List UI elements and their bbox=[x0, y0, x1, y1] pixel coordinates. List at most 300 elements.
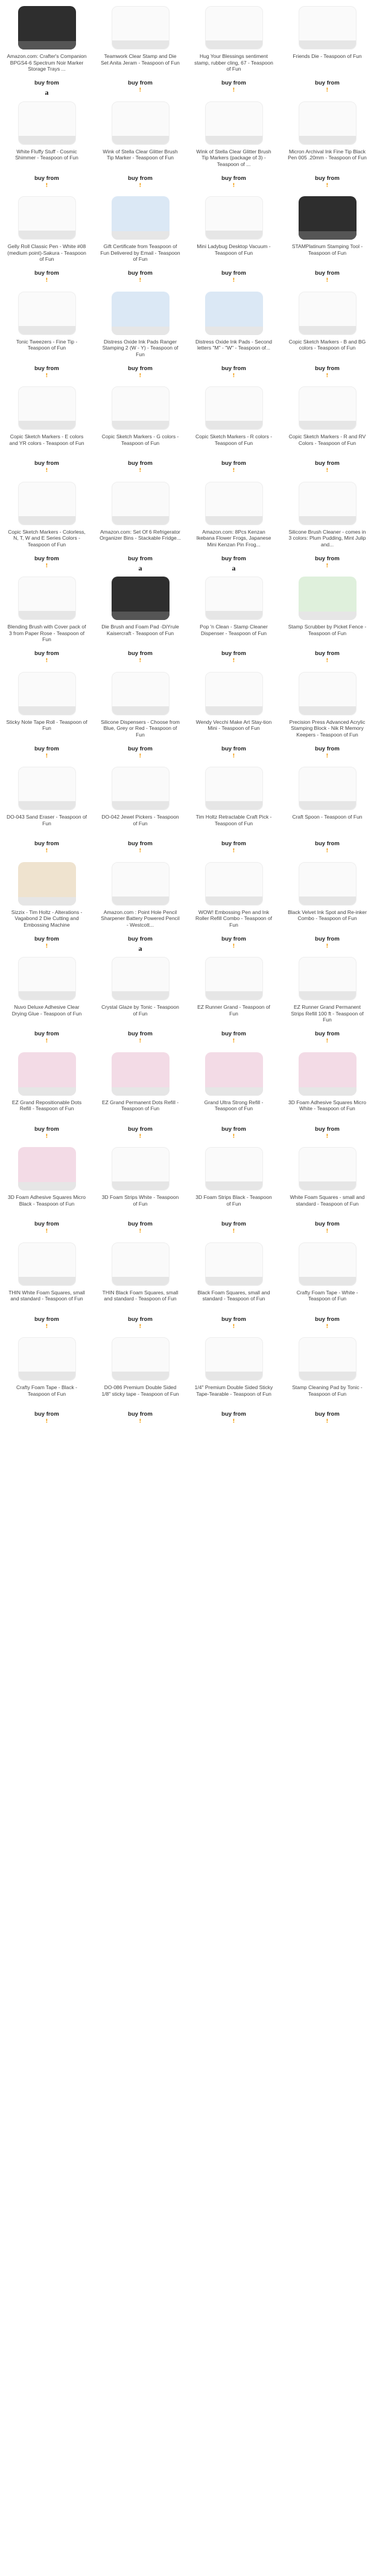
product-card[interactable] bbox=[280, 384, 374, 479]
teaspoon-of-fun-logo-icon[interactable]: ꜝ bbox=[45, 753, 48, 762]
buy-from-label[interactable]: buy from bbox=[221, 270, 246, 276]
product-image[interactable] bbox=[112, 862, 170, 906]
buy-from-label[interactable]: buy from bbox=[221, 840, 246, 847]
teaspoon-of-fun-logo-icon[interactable]: ꜝ bbox=[45, 563, 48, 572]
teaspoon-of-fun-logo-icon[interactable]: ꜝ bbox=[326, 1324, 329, 1333]
buy-from-label[interactable]: buy from bbox=[221, 1411, 246, 1417]
product-card[interactable] bbox=[0, 1335, 94, 1430]
product-image[interactable] bbox=[18, 292, 76, 335]
product-title[interactable]: EZ Grand Permanent Dots Refill - Teaspoon of Fun bbox=[101, 1099, 179, 1111]
buy-from-label[interactable]: buy from bbox=[34, 840, 59, 847]
product-image[interactable] bbox=[299, 6, 357, 50]
product-card[interactable] bbox=[0, 574, 94, 670]
product-image[interactable] bbox=[299, 1337, 357, 1381]
buy-from-label[interactable]: buy from bbox=[315, 365, 340, 372]
buy-from-label[interactable]: buy from bbox=[315, 840, 340, 847]
teaspoon-of-fun-logo-icon[interactable]: ꜝ bbox=[45, 373, 48, 382]
teaspoon-of-fun-logo-icon[interactable]: ꜝ bbox=[232, 1134, 235, 1143]
product-card[interactable] bbox=[187, 99, 280, 194]
teaspoon-of-fun-logo-icon[interactable]: ꜝ bbox=[139, 1229, 142, 1238]
product-card[interactable] bbox=[280, 479, 374, 575]
buy-from-label[interactable]: buy from bbox=[128, 650, 153, 657]
product-title[interactable]: Pop 'n Clean - Stamp Cleaner Dispenser - Teaspoon of Fun bbox=[200, 624, 268, 636]
product-card[interactable] bbox=[187, 1050, 280, 1145]
teaspoon-of-fun-logo-icon[interactable]: ꜝ bbox=[232, 1419, 235, 1428]
product-card[interactable] bbox=[94, 479, 187, 575]
product-card[interactable] bbox=[94, 384, 187, 479]
teaspoon-of-fun-logo-icon[interactable]: ꜝ bbox=[45, 849, 48, 857]
buy-from-label[interactable]: buy from bbox=[315, 1031, 340, 1037]
product-card[interactable] bbox=[0, 670, 94, 765]
product-image[interactable] bbox=[18, 386, 76, 430]
teaspoon-of-fun-logo-icon[interactable]: ꜝ bbox=[232, 1229, 235, 1238]
buy-from-label[interactable]: buy from bbox=[128, 80, 153, 86]
product-title[interactable]: Black Velvet Ink Spot and Re-inker Combo - Teaspoon of Fun bbox=[288, 909, 367, 921]
buy-from-label[interactable]: buy from bbox=[34, 555, 59, 562]
teaspoon-of-fun-logo-icon[interactable]: ꜝ bbox=[45, 1419, 48, 1428]
product-image[interactable] bbox=[18, 1147, 76, 1191]
buy-from-label[interactable]: buy from bbox=[34, 270, 59, 276]
product-image[interactable] bbox=[112, 767, 170, 810]
product-title[interactable]: Blending Brush with Cover pack of 3 from Paper Rose - Teaspoon of Fun bbox=[7, 624, 86, 642]
product-title[interactable]: Copic Sketch Markers - E colors and YR colors - Teaspoon of Fun bbox=[9, 433, 84, 446]
product-image[interactable] bbox=[205, 6, 263, 50]
product-card[interactable] bbox=[187, 860, 280, 955]
buy-from-label[interactable]: buy from bbox=[221, 1125, 246, 1133]
product-title[interactable]: Black Foam Squares, small and standard - Teaspoon of Fun bbox=[197, 1289, 270, 1302]
teaspoon-of-fun-logo-icon[interactable]: ꜝ bbox=[139, 278, 142, 287]
buy-from-label[interactable]: buy from bbox=[221, 935, 246, 942]
product-image[interactable] bbox=[112, 386, 170, 430]
product-title[interactable]: Stamp Cleaning Pad by Tonic - Teaspoon of Fun bbox=[292, 1384, 363, 1397]
product-title[interactable]: Copic Sketch Markers - R colors - Teaspoon of Fun bbox=[195, 433, 273, 446]
teaspoon-of-fun-logo-icon[interactable]: ꜝ bbox=[45, 659, 48, 667]
product-image[interactable] bbox=[112, 577, 170, 620]
product-card[interactable] bbox=[94, 1145, 187, 1240]
buy-from-label[interactable]: buy from bbox=[34, 365, 59, 372]
product-card[interactable] bbox=[94, 954, 187, 1050]
product-image[interactable] bbox=[205, 767, 263, 810]
product-card[interactable] bbox=[0, 479, 94, 575]
teaspoon-of-fun-logo-icon[interactable]: ꜝ bbox=[326, 1134, 329, 1143]
product-card[interactable] bbox=[187, 574, 280, 670]
buy-from-label[interactable]: buy from bbox=[34, 935, 59, 942]
teaspoon-of-fun-logo-icon[interactable]: ꜝ bbox=[139, 849, 142, 857]
buy-from-label[interactable]: buy from bbox=[221, 745, 246, 752]
product-card[interactable] bbox=[0, 1145, 94, 1240]
teaspoon-of-fun-logo-icon[interactable]: ꜝ bbox=[326, 659, 329, 667]
product-title[interactable]: THIN White Foam Squares, small and standard - Teaspoon of Fun bbox=[8, 1289, 85, 1302]
buy-from-label[interactable]: buy from bbox=[315, 174, 340, 182]
product-card[interactable] bbox=[187, 1145, 280, 1240]
teaspoon-of-fun-logo-icon[interactable]: ꜝ bbox=[326, 278, 329, 287]
product-title[interactable]: Hug Your Blessings sentiment stamp, rubber cling, 67 - Teaspoon of Fun bbox=[194, 53, 273, 72]
product-card[interactable] bbox=[94, 1240, 187, 1335]
product-image[interactable] bbox=[299, 1052, 357, 1096]
product-title[interactable]: Sticky Note Tape Roll - Teaspoon of Fun bbox=[6, 718, 87, 731]
product-card[interactable] bbox=[187, 670, 280, 765]
product-title[interactable]: 3D Foam Adhesive Squares Micro White - Teaspoon of Fun bbox=[288, 1099, 366, 1111]
buy-from-label[interactable]: buy from bbox=[315, 1221, 340, 1227]
amazon-logo-icon[interactable]: a bbox=[45, 88, 49, 97]
teaspoon-of-fun-logo-icon[interactable]: ꜝ bbox=[326, 563, 329, 572]
product-card[interactable] bbox=[280, 954, 374, 1050]
product-image[interactable] bbox=[299, 1147, 357, 1191]
teaspoon-of-fun-logo-icon[interactable]: ꜝ bbox=[326, 183, 329, 192]
product-image[interactable] bbox=[205, 386, 263, 430]
teaspoon-of-fun-logo-icon[interactable]: ꜝ bbox=[139, 659, 142, 667]
teaspoon-of-fun-logo-icon[interactable]: ꜝ bbox=[232, 753, 235, 762]
product-title[interactable]: Amazon.com: 8Pcs Kenzan Ikebana Flower Frogs, Japanese Mini Kenzan Pin Frog... bbox=[196, 528, 271, 548]
buy-from-label[interactable]: buy from bbox=[221, 1031, 246, 1037]
product-card[interactable] bbox=[0, 384, 94, 479]
buy-from-label[interactable]: buy from bbox=[128, 1221, 153, 1227]
product-card[interactable] bbox=[0, 289, 94, 385]
product-image[interactable] bbox=[299, 101, 357, 145]
buy-from-label[interactable]: buy from bbox=[128, 935, 153, 942]
product-card[interactable] bbox=[280, 860, 374, 955]
product-card[interactable] bbox=[280, 194, 374, 289]
buy-from-label[interactable]: buy from bbox=[221, 1221, 246, 1227]
buy-from-label[interactable]: buy from bbox=[34, 174, 59, 182]
product-card[interactable] bbox=[280, 764, 374, 860]
product-image[interactable] bbox=[112, 1242, 170, 1286]
amazon-logo-icon[interactable]: a bbox=[138, 563, 142, 572]
product-image[interactable] bbox=[112, 1147, 170, 1191]
product-card[interactable] bbox=[280, 1145, 374, 1240]
product-image[interactable] bbox=[299, 196, 357, 240]
product-image[interactable] bbox=[18, 6, 76, 50]
teaspoon-of-fun-logo-icon[interactable]: ꜝ bbox=[45, 1134, 48, 1143]
product-card[interactable] bbox=[280, 574, 374, 670]
product-image[interactable] bbox=[112, 1052, 170, 1096]
product-image[interactable] bbox=[18, 196, 76, 240]
product-title[interactable]: EZ Runner Grand Permanent Strips Refill 100 ft - Teaspoon of Fun bbox=[291, 1004, 364, 1023]
product-title[interactable]: Copic Sketch Markers - Colorless, N, T, W and E Series Colors - Teaspoon of Fun bbox=[8, 528, 86, 548]
teaspoon-of-fun-logo-icon[interactable]: ꜝ bbox=[232, 1039, 235, 1047]
product-title[interactable]: Silicone Dispensers - Choose from Blue, Grey or Red - Teaspoon of Fun bbox=[101, 718, 180, 738]
teaspoon-of-fun-logo-icon[interactable]: ꜝ bbox=[326, 1229, 329, 1238]
buy-from-label[interactable]: buy from bbox=[128, 745, 153, 752]
product-image[interactable] bbox=[205, 1337, 263, 1381]
product-card[interactable] bbox=[0, 194, 94, 289]
product-card[interactable] bbox=[94, 4, 187, 99]
buy-from-label[interactable]: buy from bbox=[128, 460, 153, 467]
product-image[interactable] bbox=[18, 1242, 76, 1286]
buy-from-label[interactable]: buy from bbox=[128, 1411, 153, 1417]
product-card[interactable] bbox=[0, 1240, 94, 1335]
product-image[interactable] bbox=[205, 862, 263, 906]
product-image[interactable] bbox=[205, 1052, 263, 1096]
product-image[interactable] bbox=[205, 101, 263, 145]
product-title[interactable]: Crafty Foam Tape - Black - Teaspoon of Fun bbox=[16, 1384, 77, 1397]
product-title[interactable]: Copic Sketch Markers - G colors - Teaspoon of Fun bbox=[101, 433, 179, 446]
product-card[interactable] bbox=[187, 384, 280, 479]
teaspoon-of-fun-logo-icon[interactable]: ꜝ bbox=[326, 88, 329, 97]
buy-from-label[interactable]: buy from bbox=[221, 650, 246, 657]
product-card[interactable] bbox=[187, 289, 280, 385]
product-image[interactable] bbox=[18, 482, 76, 525]
buy-from-label[interactable]: buy from bbox=[128, 555, 153, 562]
buy-from-label[interactable]: buy from bbox=[221, 555, 246, 562]
product-image[interactable] bbox=[18, 957, 76, 1000]
teaspoon-of-fun-logo-icon[interactable]: ꜝ bbox=[45, 944, 48, 953]
product-card[interactable] bbox=[0, 764, 94, 860]
product-card[interactable] bbox=[187, 4, 280, 99]
product-image[interactable] bbox=[205, 292, 263, 335]
teaspoon-of-fun-logo-icon[interactable]: ꜝ bbox=[45, 278, 48, 287]
teaspoon-of-fun-logo-icon[interactable]: ꜝ bbox=[139, 1419, 142, 1428]
teaspoon-of-fun-logo-icon[interactable]: ꜝ bbox=[232, 468, 235, 477]
product-card[interactable] bbox=[187, 764, 280, 860]
buy-from-label[interactable]: buy from bbox=[34, 1031, 59, 1037]
product-title[interactable]: 3D Foam Adhesive Squares Micro Black - Teaspoon of Fun bbox=[8, 1194, 86, 1207]
product-image[interactable] bbox=[112, 482, 170, 525]
buy-from-label[interactable]: buy from bbox=[315, 270, 340, 276]
buy-from-label[interactable]: buy from bbox=[221, 1315, 246, 1323]
teaspoon-of-fun-logo-icon[interactable]: ꜝ bbox=[232, 88, 235, 97]
product-card[interactable] bbox=[94, 1335, 187, 1430]
product-card[interactable] bbox=[94, 194, 187, 289]
product-image[interactable] bbox=[18, 577, 76, 620]
buy-from-label[interactable]: buy from bbox=[34, 460, 59, 467]
product-title[interactable]: Die Brush and Foam Pad -DiYrule Kaisercraft - Teaspoon of Fun bbox=[101, 624, 179, 636]
product-image[interactable] bbox=[299, 482, 357, 525]
buy-from-label[interactable]: buy from bbox=[315, 1411, 340, 1417]
product-image[interactable] bbox=[18, 101, 76, 145]
product-image[interactable] bbox=[112, 1337, 170, 1381]
buy-from-label[interactable]: buy from bbox=[34, 1411, 59, 1417]
teaspoon-of-fun-logo-icon[interactable]: ꜝ bbox=[139, 753, 142, 762]
product-card[interactable] bbox=[0, 99, 94, 194]
product-image[interactable] bbox=[299, 862, 357, 906]
product-card[interactable] bbox=[187, 1335, 280, 1430]
teaspoon-of-fun-logo-icon[interactable]: ꜝ bbox=[326, 849, 329, 857]
product-image[interactable] bbox=[299, 577, 357, 620]
teaspoon-of-fun-logo-icon[interactable]: ꜝ bbox=[139, 1134, 142, 1143]
buy-from-label[interactable]: buy from bbox=[315, 1315, 340, 1323]
teaspoon-of-fun-logo-icon[interactable]: ꜝ bbox=[326, 753, 329, 762]
product-image[interactable] bbox=[18, 862, 76, 906]
product-image[interactable] bbox=[205, 1147, 263, 1191]
product-image[interactable] bbox=[112, 672, 170, 715]
product-title[interactable]: Silicone Brush Cleaner - comes in 3 colors: Plum Pudding, Mint Julip and... bbox=[288, 528, 366, 548]
teaspoon-of-fun-logo-icon[interactable]: ꜝ bbox=[326, 944, 329, 953]
product-image[interactable] bbox=[299, 957, 357, 1000]
product-title[interactable]: Teamwork Clear Stamp and Die Set Anita Jeram - Teaspoon of Fun bbox=[101, 53, 180, 66]
product-title[interactable]: THIN Black Foam Squares, small and standard - Teaspoon of Fun bbox=[102, 1289, 179, 1302]
buy-from-label[interactable]: buy from bbox=[221, 460, 246, 467]
buy-from-label[interactable]: buy from bbox=[128, 840, 153, 847]
product-image[interactable] bbox=[18, 672, 76, 715]
product-card[interactable] bbox=[187, 479, 280, 575]
product-title[interactable]: Stamp Scrubber by Picket Fence - Teaspoon of Fun bbox=[288, 624, 367, 636]
amazon-logo-icon[interactable]: a bbox=[138, 944, 142, 953]
product-image[interactable] bbox=[299, 292, 357, 335]
buy-from-label[interactable]: buy from bbox=[221, 365, 246, 372]
teaspoon-of-fun-logo-icon[interactable]: ꜝ bbox=[326, 1039, 329, 1047]
product-title[interactable]: WOW! Embossing Pen and Ink Roller Refill Combo - Teaspoon of Fun bbox=[195, 909, 272, 928]
product-title[interactable]: Tonic Tweezers - Fine Tip - Teaspoon of Fun bbox=[16, 338, 78, 351]
buy-from-label[interactable]: buy from bbox=[128, 270, 153, 276]
teaspoon-of-fun-logo-icon[interactable]: ꜝ bbox=[232, 183, 235, 192]
teaspoon-of-fun-logo-icon[interactable]: ꜝ bbox=[139, 468, 142, 477]
buy-from-label[interactable]: buy from bbox=[34, 80, 59, 86]
product-card[interactable] bbox=[280, 1050, 374, 1145]
teaspoon-of-fun-logo-icon[interactable]: ꜝ bbox=[326, 373, 329, 382]
buy-from-label[interactable]: buy from bbox=[128, 365, 153, 372]
teaspoon-of-fun-logo-icon[interactable]: ꜝ bbox=[326, 1419, 329, 1428]
buy-from-label[interactable]: buy from bbox=[34, 745, 59, 752]
teaspoon-of-fun-logo-icon[interactable]: ꜝ bbox=[139, 1039, 142, 1047]
product-title[interactable]: Amazon.com: Set Of 6 Refrigerator Organizer Bins - Stackable Fridge... bbox=[100, 528, 181, 541]
buy-from-label[interactable]: buy from bbox=[34, 1125, 59, 1133]
product-image[interactable] bbox=[205, 577, 263, 620]
product-image[interactable] bbox=[18, 767, 76, 810]
product-image[interactable] bbox=[18, 1052, 76, 1096]
teaspoon-of-fun-logo-icon[interactable]: ꜝ bbox=[326, 468, 329, 477]
product-card[interactable] bbox=[0, 954, 94, 1050]
product-image[interactable] bbox=[205, 672, 263, 715]
teaspoon-of-fun-logo-icon[interactable]: ꜝ bbox=[232, 1324, 235, 1333]
product-title[interactable]: Amazon.com: Crafter's Companion BPGS4-6 Spectrum Noir Marker Storage Trays ... bbox=[7, 53, 87, 72]
amazon-logo-icon[interactable]: a bbox=[232, 563, 236, 572]
product-title[interactable]: Amazon.com : Point Hole Pencil Sharpener Battery Powered Pencil - Westcott... bbox=[101, 909, 180, 928]
product-title[interactable]: Friends Die - Teaspoon of Fun bbox=[293, 53, 362, 59]
product-image[interactable] bbox=[112, 196, 170, 240]
product-image[interactable] bbox=[205, 196, 263, 240]
product-image[interactable] bbox=[112, 101, 170, 145]
product-title[interactable]: Grand Ultra Strong Refill - Teaspoon of Fun bbox=[204, 1099, 264, 1111]
product-image[interactable] bbox=[299, 386, 357, 430]
product-title[interactable]: Gift Certificate from Teaspoon of Fun Delivered by Email - Teaspoon of Fun bbox=[100, 243, 180, 262]
teaspoon-of-fun-logo-icon[interactable]: ꜝ bbox=[139, 1324, 142, 1333]
buy-from-label[interactable]: buy from bbox=[128, 1031, 153, 1037]
buy-from-label[interactable]: buy from bbox=[315, 460, 340, 467]
product-title[interactable]: 1/4" Premium Double Sided Sticky Tape-Tearable - Teaspoon of Fun bbox=[194, 1384, 273, 1397]
product-card[interactable] bbox=[280, 1240, 374, 1335]
product-title[interactable]: Wendy Vecchi Make Art Stay-tion Mini - Teaspoon of Fun bbox=[195, 718, 272, 731]
product-card[interactable] bbox=[94, 860, 187, 955]
buy-from-label[interactable]: buy from bbox=[128, 1315, 153, 1323]
product-card[interactable] bbox=[94, 574, 187, 670]
buy-from-label[interactable]: buy from bbox=[315, 935, 340, 942]
buy-from-label[interactable]: buy from bbox=[34, 1221, 59, 1227]
product-title[interactable]: White Foam Squares - small and standard - Teaspoon of Fun bbox=[290, 1194, 365, 1207]
product-card[interactable] bbox=[94, 1050, 187, 1145]
buy-from-label[interactable]: buy from bbox=[315, 555, 340, 562]
teaspoon-of-fun-logo-icon[interactable]: ꜝ bbox=[232, 278, 235, 287]
product-image[interactable] bbox=[205, 1242, 263, 1286]
product-title[interactable]: Crafty Foam Tape - White - Teaspoon of Fun bbox=[296, 1289, 358, 1302]
product-card[interactable] bbox=[187, 954, 280, 1050]
product-image[interactable] bbox=[205, 957, 263, 1000]
product-card[interactable] bbox=[94, 289, 187, 385]
teaspoon-of-fun-logo-icon[interactable]: ꜝ bbox=[45, 468, 48, 477]
product-title[interactable]: White Fluffy Stuff - Cosmic Shimmer - Teaspoon of Fun bbox=[15, 148, 78, 161]
buy-from-label[interactable]: buy from bbox=[128, 1125, 153, 1133]
product-title[interactable]: Crystal Glaze by Tonic - Teaspoon of Fun bbox=[101, 1004, 179, 1017]
teaspoon-of-fun-logo-icon[interactable]: ꜝ bbox=[232, 849, 235, 857]
product-card[interactable] bbox=[0, 4, 94, 99]
product-image[interactable] bbox=[205, 482, 263, 525]
buy-from-label[interactable]: buy from bbox=[221, 80, 246, 86]
product-title[interactable]: Wink of Stella Clear Glitter Brush Tip Marker - Teaspoon of Fun bbox=[103, 148, 178, 161]
product-card[interactable] bbox=[187, 1240, 280, 1335]
teaspoon-of-fun-logo-icon[interactable]: ꜝ bbox=[232, 944, 235, 953]
teaspoon-of-fun-logo-icon[interactable]: ꜝ bbox=[139, 88, 142, 97]
product-title[interactable]: Tim Holtz Retractable Craft Pick - Teaspoon of Fun bbox=[195, 814, 272, 826]
product-card[interactable] bbox=[280, 4, 374, 99]
buy-from-label[interactable]: buy from bbox=[315, 80, 340, 86]
product-title[interactable]: Copic Sketch Markers - B and BG colors - Teaspoon of Fun bbox=[288, 338, 366, 351]
product-title[interactable]: Distress Oxide Ink Pads Ranger Stamping 2 (W - Y) - Teaspoon of Fun bbox=[102, 338, 179, 357]
buy-from-label[interactable]: buy from bbox=[128, 174, 153, 182]
product-title[interactable]: Nuvo Deluxe Adhesive Clear Drying Glue - Teaspoon of Fun bbox=[11, 1004, 82, 1017]
product-title[interactable]: Distress Oxide Ink Pads - Second letters "M" - "W" - Teaspoon of... bbox=[195, 338, 273, 351]
buy-from-label[interactable]: buy from bbox=[315, 1125, 340, 1133]
product-card[interactable] bbox=[280, 289, 374, 385]
product-image[interactable] bbox=[18, 1337, 76, 1381]
buy-from-label[interactable]: buy from bbox=[221, 174, 246, 182]
buy-from-label[interactable]: buy from bbox=[315, 650, 340, 657]
product-title[interactable]: DO-042 Jewel Pickers - Teaspoon of Fun bbox=[101, 814, 179, 826]
product-title[interactable]: Copic Sketch Markers - R and RV Colors - Teaspoon of Fun bbox=[288, 433, 366, 446]
product-title[interactable]: Wink of Stella Clear Glitter Brush Tip Markers (package of 3) - Teaspoon of ... bbox=[196, 148, 271, 167]
product-card[interactable] bbox=[187, 194, 280, 289]
product-title[interactable]: Gelly Roll Classic Pen - White #08 (medium point)-Sakura - Teaspoon of Fun bbox=[7, 243, 86, 262]
product-title[interactable]: DO-043 Sand Eraser - Teaspoon of Fun bbox=[6, 814, 87, 826]
product-title[interactable]: STAMPlatinum Stamping Tool - Teaspoon of Fun bbox=[291, 243, 363, 256]
teaspoon-of-fun-logo-icon[interactable]: ꜝ bbox=[139, 373, 142, 382]
buy-from-label[interactable]: buy from bbox=[34, 1315, 59, 1323]
product-card[interactable] bbox=[0, 860, 94, 955]
product-title[interactable]: Mini Ladybug Desktop Vacuum - Teaspoon of Fun bbox=[197, 243, 271, 256]
product-image[interactable] bbox=[112, 6, 170, 50]
teaspoon-of-fun-logo-icon[interactable]: ꜝ bbox=[45, 183, 48, 192]
product-image[interactable] bbox=[299, 1242, 357, 1286]
teaspoon-of-fun-logo-icon[interactable]: ꜝ bbox=[45, 1039, 48, 1047]
product-title[interactable]: Precision Press Advanced Acrylic Stamping Block - Nik R Memory Keepers - Teaspoon of Fun bbox=[289, 718, 366, 738]
product-image[interactable] bbox=[299, 672, 357, 715]
product-title[interactable]: EZ Grand Repositionable Dots Refill - Teaspoon of Fun bbox=[11, 1099, 82, 1111]
product-title[interactable]: 3D Foam Strips Black - Teaspoon of Fun bbox=[195, 1194, 272, 1207]
product-title[interactable]: Sizzix - Tim Holtz - Alterations - Vagabond 2 Die Cutting and Embossing Machine bbox=[11, 909, 83, 928]
product-card[interactable] bbox=[0, 1050, 94, 1145]
product-title[interactable]: DO-086 Premium Double Sided 1/8" sticky tape - Teaspoon of Fun bbox=[101, 1384, 179, 1397]
teaspoon-of-fun-logo-icon[interactable]: ꜝ bbox=[45, 1229, 48, 1238]
product-card[interactable] bbox=[94, 764, 187, 860]
product-image[interactable] bbox=[299, 767, 357, 810]
product-card[interactable] bbox=[94, 670, 187, 765]
teaspoon-of-fun-logo-icon[interactable]: ꜝ bbox=[45, 1324, 48, 1333]
product-title[interactable]: EZ Runner Grand - Teaspoon of Fun bbox=[197, 1004, 270, 1017]
product-card[interactable] bbox=[94, 99, 187, 194]
teaspoon-of-fun-logo-icon[interactable]: ꜝ bbox=[139, 183, 142, 192]
product-title[interactable]: Craft Spoon - Teaspoon of Fun bbox=[292, 814, 363, 820]
product-card[interactable] bbox=[280, 1335, 374, 1430]
product-title[interactable]: 3D Foam Strips White - Teaspoon of Fun bbox=[101, 1194, 179, 1207]
buy-from-label[interactable]: buy from bbox=[34, 650, 59, 657]
teaspoon-of-fun-logo-icon[interactable]: ꜝ bbox=[232, 659, 235, 667]
buy-from-label[interactable]: buy from bbox=[315, 745, 340, 752]
product-card[interactable] bbox=[280, 670, 374, 765]
product-card[interactable] bbox=[280, 99, 374, 194]
product-title[interactable]: Micron Archival Ink Fine Tip Black Pen 005 .20mm - Teaspoon of Fun bbox=[288, 148, 367, 161]
product-image[interactable] bbox=[112, 957, 170, 1000]
product-image[interactable] bbox=[112, 292, 170, 335]
teaspoon-of-fun-logo-icon[interactable]: ꜝ bbox=[232, 373, 235, 382]
